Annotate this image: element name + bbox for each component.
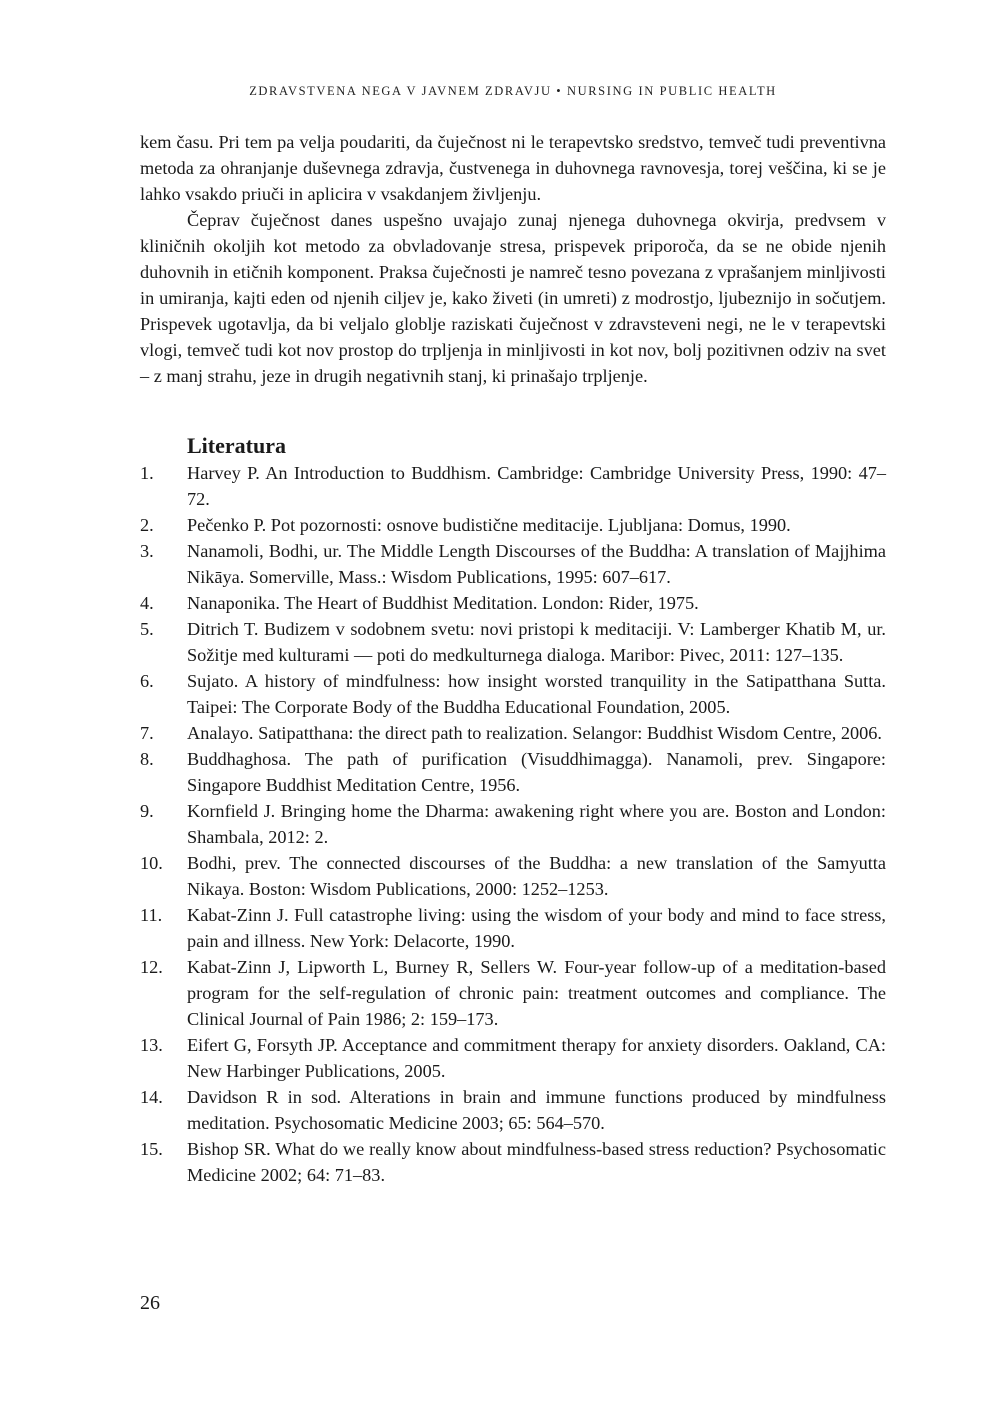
reference-number: 10.	[140, 853, 163, 873]
reference-item	[140, 512, 886, 538]
reference-number: 8.	[140, 749, 154, 769]
reference-text: Bodhi, prev. The connected discourses of the Buddha: a new translation of the Samyutta Nikaya. Boston: Wisdom Publications, 2000: 1252–1253.	[187, 853, 886, 899]
reference-item	[140, 460, 886, 512]
reference-item	[140, 1032, 886, 1084]
page-number: 26	[140, 1292, 160, 1314]
reference-text: Sujato. A history of mindfulness: how insight worsted tranquility in the Satipatthana Sutta. Taipei: The Corporate Body of the Buddha Educational Foundation, 2005.	[187, 671, 886, 717]
reference-text: Nanaponika. The Heart of Buddhist Meditation. London: Rider, 1975.	[187, 593, 699, 613]
reference-item	[140, 902, 886, 954]
reference-item	[140, 616, 886, 668]
reference-item	[140, 668, 886, 720]
reference-item	[140, 538, 886, 590]
reference-text: Kabat-Zinn J, Lipworth L, Burney R, Sellers W. Four-year follow-up of a meditation-based program for the self-regulation of chronic pain: treatment outcomes and compliance. The Clinical Journal of Pain 1986; 2: 159–173.	[187, 957, 886, 1029]
reference-item	[140, 1084, 886, 1136]
paragraph: Čeprav čuječnost danes uspešno uvajajo zunaj njenega duhovnega okvirja, predvsem v kliničnih okoljih kot metodo za obvladovanje stresa, prispevek priporoča, da se ne obide njenih duhovnih in etičnih komponent. Praksa čuječnosti je namreč tesno povezana z vprašanjem minljivosti in umiranja, kajti eden od njenih ciljev je, kako živeti (in umreti) z modrostjo, ljubeznijo in sočutjem. Prispevek ugotavlja, da bi veljalo globlje raziskati čuječnost v zdravsteveni negi, ne le v terapevtski vlogi, temveč tudi kot nov prostop do trpljenja in minljivosti in kot nov, bolj pozitivnen odziv na svet – z manj strahu, jeze in drugih negativnih stanj, ki prinašajo trpljenje.	[140, 210, 886, 386]
reference-number: 15.	[140, 1139, 163, 1159]
reference-text: Pečenko P. Pot pozornosti: osnove budistične meditacije. Ljubljana: Domus, 1990.	[187, 515, 791, 535]
reference-text: Ditrich T. Budizem v sodobnem svetu: novi pristopi k meditaciji. V: Lamberger Khatib M, ur. Sožitje med kulturami — poti do medkulturnega dialoga. Maribor: Pivec, 2011: 127–135.	[187, 619, 886, 665]
reference-text: Bishop SR. What do we really know about mindfulness-based stress reduction? Psychosomatic Medicine 2002; 64: 71–83.	[187, 1139, 886, 1185]
reference-number: 14.	[140, 1087, 163, 1107]
reference-item	[140, 850, 886, 902]
reference-text: Analayo. Satipatthana: the direct path to realization. Selangor: Buddhist Wisdom Centre, 2006.	[187, 723, 882, 743]
reference-number: 9.	[140, 801, 154, 821]
reference-number: 11.	[140, 905, 163, 925]
reference-item	[140, 954, 886, 1032]
reference-number: 7.	[140, 723, 154, 743]
reference-number: 1.	[140, 463, 154, 483]
reference-number: 3.	[140, 541, 154, 561]
reference-number: 6.	[140, 671, 154, 691]
paragraph: kem času. Pri tem pa velja poudariti, da čuječnost ni le terapevtsko sredstvo, temveč tudi preventivna metoda za ohranjanje duševnega zdravja, čustvenega in duhovnega ravnovesja, torej veščina, ki se je lahko vsakdo priuči in aplicira v vsakdanjem življenju.	[140, 132, 886, 204]
reference-item	[140, 798, 886, 850]
reference-text: Kabat-Zinn J. Full catastrophe living: using the wisdom of your body and mind to face stress, pain and illness. New York: Delacorte, 1990.	[187, 905, 886, 951]
running-header: ZDRAVSTVENA NEGA V JAVNEM ZDRAVJU • NURSING IN PUBLIC HEALTH	[249, 84, 777, 98]
reference-text: Harvey P. An Introduction to Buddhism. Cambridge: Cambridge University Press, 1990: 47–72.	[187, 463, 886, 509]
body-text	[140, 129, 886, 389]
reference-item	[140, 720, 886, 746]
reference-text: Eifert G, Forsyth JP. Acceptance and commitment therapy for anxiety disorders. Oakland, CA: New Harbinger Publications, 2005.	[187, 1035, 886, 1081]
reference-item	[140, 590, 886, 616]
reference-number: 4.	[140, 593, 154, 613]
reference-text: Davidson R in sod. Alterations in brain and immune functions produced by mindfulness meditation. Psychosomatic Medicine 2003; 65: 564–570.	[187, 1087, 886, 1133]
reference-text: Kornfield J. Bringing home the Dharma: awakening right where you are. Boston and London: Shambala, 2012: 2.	[187, 801, 886, 847]
reference-item	[140, 746, 886, 798]
reference-number: 2.	[140, 515, 154, 535]
reference-number: 12.	[140, 957, 163, 977]
literature-heading: Literatura	[187, 433, 286, 458]
reference-number: 5.	[140, 619, 154, 639]
reference-list	[140, 460, 886, 1188]
reference-text: Nanamoli, Bodhi, ur. The Middle Length Discourses of the Buddha: A translation of Majjhima Nikāya. Somerville, Mass.: Wisdom Publications, 1995: 607–617.	[187, 541, 886, 587]
reference-number: 13.	[140, 1035, 163, 1055]
reference-item	[140, 1136, 886, 1188]
reference-text: Buddhaghosa. The path of purification (Visuddhimagga). Nanamoli, prev. Singapore: Singapore Buddhist Meditation Centre, 1956.	[187, 749, 886, 795]
